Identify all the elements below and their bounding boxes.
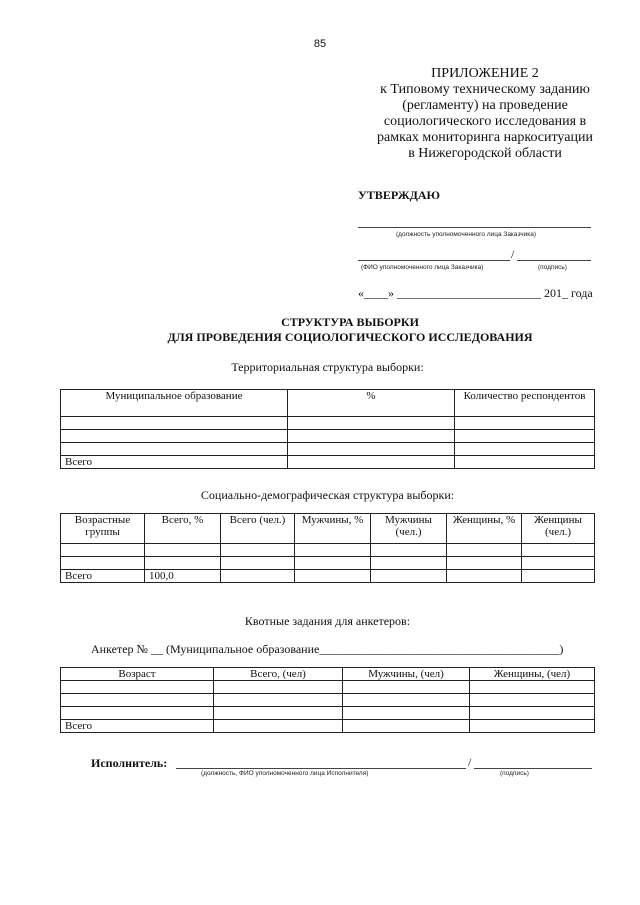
column-header: Всего, % — [145, 514, 221, 544]
column-header: Мужчины, (чел) — [343, 668, 470, 681]
territorial-table — [60, 389, 595, 469]
table-cell — [470, 707, 595, 720]
table-row — [61, 544, 595, 557]
page-number: 85 — [313, 38, 327, 50]
table-cell — [447, 544, 522, 557]
appendix-line: социологического исследования в — [383, 114, 587, 129]
table-cell — [470, 694, 595, 707]
total-label: Всего — [61, 456, 288, 469]
total-label: Всего — [61, 570, 145, 583]
heading-line: ДЛЯ ПРОВЕДЕНИЯ СОЦИОЛОГИЧЕСКОГО ИССЛЕДОВАНИЯ — [167, 330, 533, 344]
table-cell — [214, 681, 343, 694]
heading-line: СТРУКТУРА ВЫБОРКИ — [281, 315, 419, 329]
table-cell — [371, 570, 447, 583]
demographic-table — [60, 513, 595, 583]
table-cell — [343, 720, 470, 733]
table-cell — [447, 557, 522, 570]
executor-signature-line — [474, 768, 592, 769]
table-cell — [214, 694, 343, 707]
table-cell — [295, 570, 371, 583]
table-row — [61, 443, 595, 456]
territorial-caption: Территориальная структура выборки: — [231, 360, 424, 374]
table-row — [61, 694, 595, 707]
table-cell — [214, 720, 343, 733]
table-cell — [295, 557, 371, 570]
table-row — [61, 681, 595, 694]
table-row — [61, 417, 595, 430]
executor-position-line — [176, 768, 466, 769]
table-cell — [522, 557, 595, 570]
table-cell — [288, 456, 455, 469]
column-header: Женщины, % — [447, 514, 522, 544]
interviewer-line: Анкетер № __ (Муниципальное образование________________________________________) — [91, 642, 564, 656]
position-line — [358, 227, 591, 228]
appendix-header — [340, 66, 630, 162]
table-header-row — [61, 668, 595, 681]
position-caption: (должность уполномоченного лица Заказчика) — [396, 231, 537, 238]
table-cell — [288, 417, 455, 430]
appendix-line: (регламенту) на проведение — [402, 98, 568, 113]
table-cell — [221, 570, 295, 583]
table-cell — [371, 557, 447, 570]
column-header: Всего, (чел) — [214, 668, 343, 681]
table-cell — [343, 681, 470, 694]
column-header: Мужчины (чел.) — [371, 514, 447, 544]
approval-title: УТВЕРЖДАЮ — [358, 188, 441, 202]
table-cell — [455, 443, 595, 456]
signature-caption: (подпись) — [538, 264, 567, 271]
table-row — [61, 430, 595, 443]
approval-date: «____» ________________________ 201_ года — [358, 286, 593, 300]
table-row — [61, 570, 595, 583]
table-cell — [61, 417, 288, 430]
table-cell — [455, 456, 595, 469]
table-row — [61, 557, 595, 570]
table-cell — [61, 707, 214, 720]
table-row — [61, 720, 595, 733]
fio-caption: (ФИО уполномоченного лица Заказчика) — [361, 264, 484, 271]
table-row — [61, 707, 595, 720]
table-cell — [61, 430, 288, 443]
table-cell — [522, 544, 595, 557]
appendix-line: к Типовому техническому заданию — [380, 82, 590, 97]
slash: / — [511, 247, 515, 261]
table-cell — [455, 417, 595, 430]
executor-signature-caption: (подпись) — [500, 770, 529, 777]
table-cell — [61, 557, 145, 570]
column-header: Женщины, (чел) — [470, 668, 595, 681]
table-cell — [288, 430, 455, 443]
table-cell — [295, 544, 371, 557]
table-cell — [470, 681, 595, 694]
table-cell — [145, 544, 221, 557]
table-cell — [221, 544, 295, 557]
table-cell — [145, 557, 221, 570]
column-header: Мужчины, % — [295, 514, 371, 544]
table-row — [61, 456, 595, 469]
table-cell — [61, 443, 288, 456]
table-cell — [61, 681, 214, 694]
slash: / — [468, 755, 472, 769]
table-cell — [447, 570, 522, 583]
fio-line — [358, 260, 510, 261]
table-cell — [221, 557, 295, 570]
table-header-row — [61, 514, 595, 544]
demographic-caption: Социально-демографическая структура выборки: — [200, 488, 455, 502]
quota-table — [60, 667, 595, 733]
signature-line — [517, 260, 591, 261]
column-header: Возрастные группы — [61, 514, 145, 544]
column-header: Муниципальное образование — [61, 390, 288, 417]
document-heading — [0, 315, 640, 345]
table-cell — [214, 707, 343, 720]
appendix-line: ПРИЛОЖЕНИЕ 2 — [431, 66, 539, 81]
executor-label: Исполнитель: — [91, 756, 168, 770]
appendix-line: рамках мониторинга наркоситуации — [377, 130, 593, 145]
table-cell — [61, 694, 214, 707]
column-header: Всего (чел.) — [221, 514, 295, 544]
column-header: Возраст — [61, 668, 214, 681]
column-header: Женщины (чел.) — [522, 514, 595, 544]
table-cell — [522, 570, 595, 583]
table-cell — [288, 443, 455, 456]
total-label: Всего — [61, 720, 214, 733]
table-cell — [470, 720, 595, 733]
appendix-line: в Нижегородской области — [408, 146, 562, 161]
executor-position-caption: (должность, ФИО уполномоченного лица Исполнителя) — [201, 770, 369, 777]
table-cell — [455, 430, 595, 443]
table-cell — [343, 694, 470, 707]
total-percent: 100,0 — [145, 570, 221, 583]
table-cell — [61, 544, 145, 557]
quota-caption: Квотные задания для анкетеров: — [244, 614, 411, 628]
table-header-row — [61, 390, 595, 417]
table-cell — [371, 544, 447, 557]
column-header: % — [288, 390, 455, 417]
table-cell — [343, 707, 470, 720]
column-header: Количество респондентов — [455, 390, 595, 417]
